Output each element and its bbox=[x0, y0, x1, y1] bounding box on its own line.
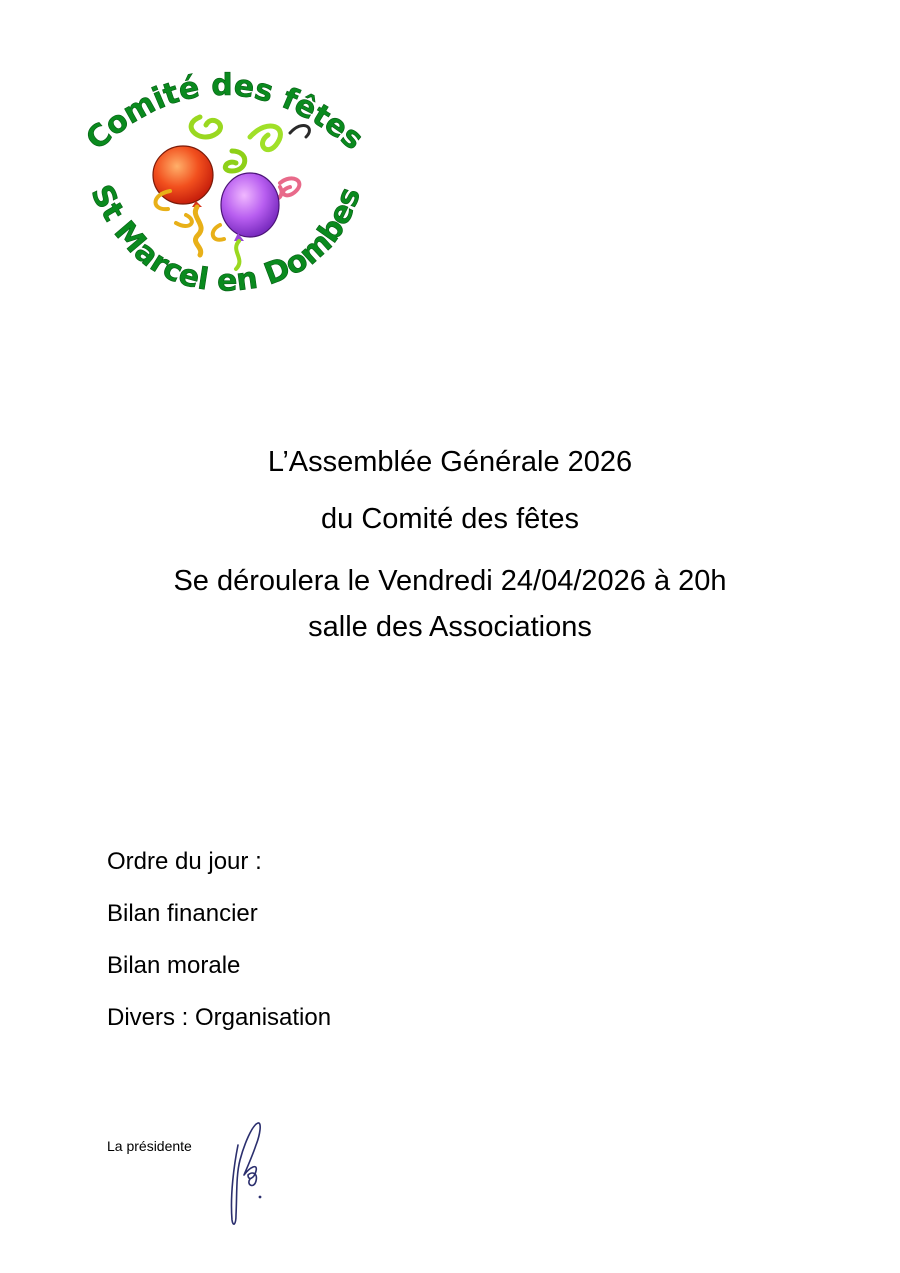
announcement-title: L’Assemblée Générale 2026 bbox=[267, 446, 633, 478]
announcement-location: salle des Associations bbox=[308, 611, 592, 643]
logo-bottom-text: St Marcel en Dombes bbox=[83, 179, 369, 299]
balloons-logo-graphic bbox=[80, 55, 380, 305]
agenda-item: Bilan financier bbox=[107, 900, 258, 927]
logo-top-text: Comité des fêtes bbox=[80, 67, 370, 158]
announcement-organizer: du Comité des fêtes bbox=[321, 503, 579, 535]
purple-balloon bbox=[221, 173, 279, 237]
agenda-heading: Ordre du jour : bbox=[107, 848, 262, 875]
handwritten-signature bbox=[218, 1115, 278, 1235]
agenda-item: Divers : Organisation bbox=[107, 1004, 332, 1031]
committee-logo bbox=[80, 55, 380, 305]
agenda-item: Bilan morale bbox=[107, 952, 241, 979]
announcement-date-time: Se déroulera le Vendredi 24/04/2026 à 20h bbox=[173, 565, 727, 597]
signer-label: La présidente bbox=[107, 1138, 192, 1154]
